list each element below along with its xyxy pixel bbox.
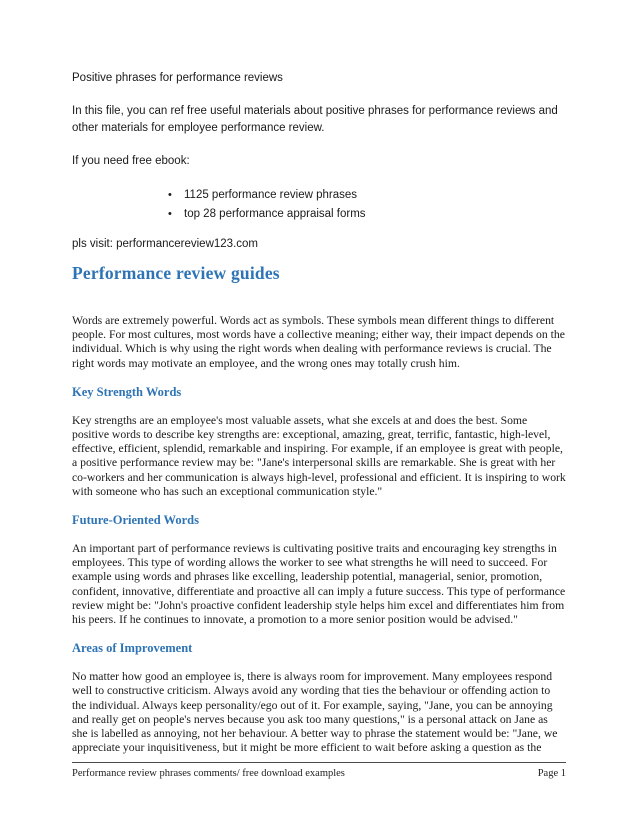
- intro-block: [72, 70, 566, 253]
- section-body: No matter how good an employee is, there is always room for improvement. Many employees respond well to constructive criticism. Always avoid any wording that ties the behaviour or offending action to the individual. Always keep personality/ego out of it. For example, saying, "Jane, you can be annoying and really get on people's nerves because you ask too many questions," is a personal attack on Jane as she is labelled as annoying, not her behaviour. A better way to phrase the statement would be: "Jane, we appreciate your inquisitiveness, but it might be more efficient to wait before asking a question as the: [72, 670, 558, 755]
- bullet-text: top 28 performance appraisal forms: [184, 208, 366, 220]
- page-footer: [72, 762, 566, 779]
- list-item: [168, 186, 566, 204]
- bullet-icon: •: [168, 208, 172, 220]
- section-body: An important part of performance reviews is cultivating positive traits and encouraging key strengths in employees. This type of wording allows the worker to see what strengths he will need to succeed. For example using words and phrases like excelling, leadership potential, managerial, senior, promotion, confident, innovative, differentiate and proactive all can imply a future success. This type of performance review might be: "John's proactive confident leadership style helps him excel and differentiates him from his peers. If he continues to innovate, a promotion to a more senior position would be advised.": [72, 542, 566, 627]
- ebook-prompt: If you need free ebook:: [72, 155, 190, 167]
- lead-paragraph: Words are extremely powerful. Words act as symbols. These symbols mean different things to different people. For most cultures, most words have a collective meaning; either way, their impact depends on the individual. Which is why using the right words when dealing with performance reviews is crucial. The right words may motivate an employee, and the wrong ones may totally crush him.: [72, 314, 565, 370]
- list-item: [168, 205, 566, 223]
- section-key-strength-words: [72, 385, 566, 499]
- section-heading: Future-Oriented Words: [72, 513, 199, 528]
- intro-paragraph: In this file, you can ref free useful materials about positive phrases for performance reviews and other materials for employee performance review.: [72, 105, 558, 134]
- footer-document-title: Performance review phrases comments/ free download examples: [72, 768, 345, 779]
- visit-line: pls visit: performancereview123.com: [72, 238, 258, 250]
- section-future-oriented-words: [72, 513, 566, 627]
- page-number: Page 1: [537, 768, 566, 779]
- bullet-text: 1125 performance review phrases: [184, 189, 358, 201]
- section-heading: Key Strength Words: [72, 384, 182, 399]
- page-title: Performance review guides: [72, 263, 280, 283]
- intro-title: Positive phrases for performance reviews: [72, 72, 283, 84]
- bullet-icon: •: [168, 189, 172, 201]
- section-body: Key strengths are an employee's most valuable assets, what she excels at and does the best. Some positive words to describe key strengths are: exceptional, amazing, great, terrific, fantastic, high-level, effective, efficient, splendid, remarkable and inspiring. For example, if an employee is great with people, a positive performance review may be: "Jane's interpersonal skills are remarkable. She is great with her co-workers and her communication is always high-level, professional and efficient. It is inspiring to work with someone who has such an exceptional communication style.": [72, 413, 566, 498]
- section-areas-of-improvement: [72, 641, 566, 755]
- ebook-bullet-list: [72, 186, 566, 223]
- section-heading: Areas of Improvement: [72, 641, 193, 656]
